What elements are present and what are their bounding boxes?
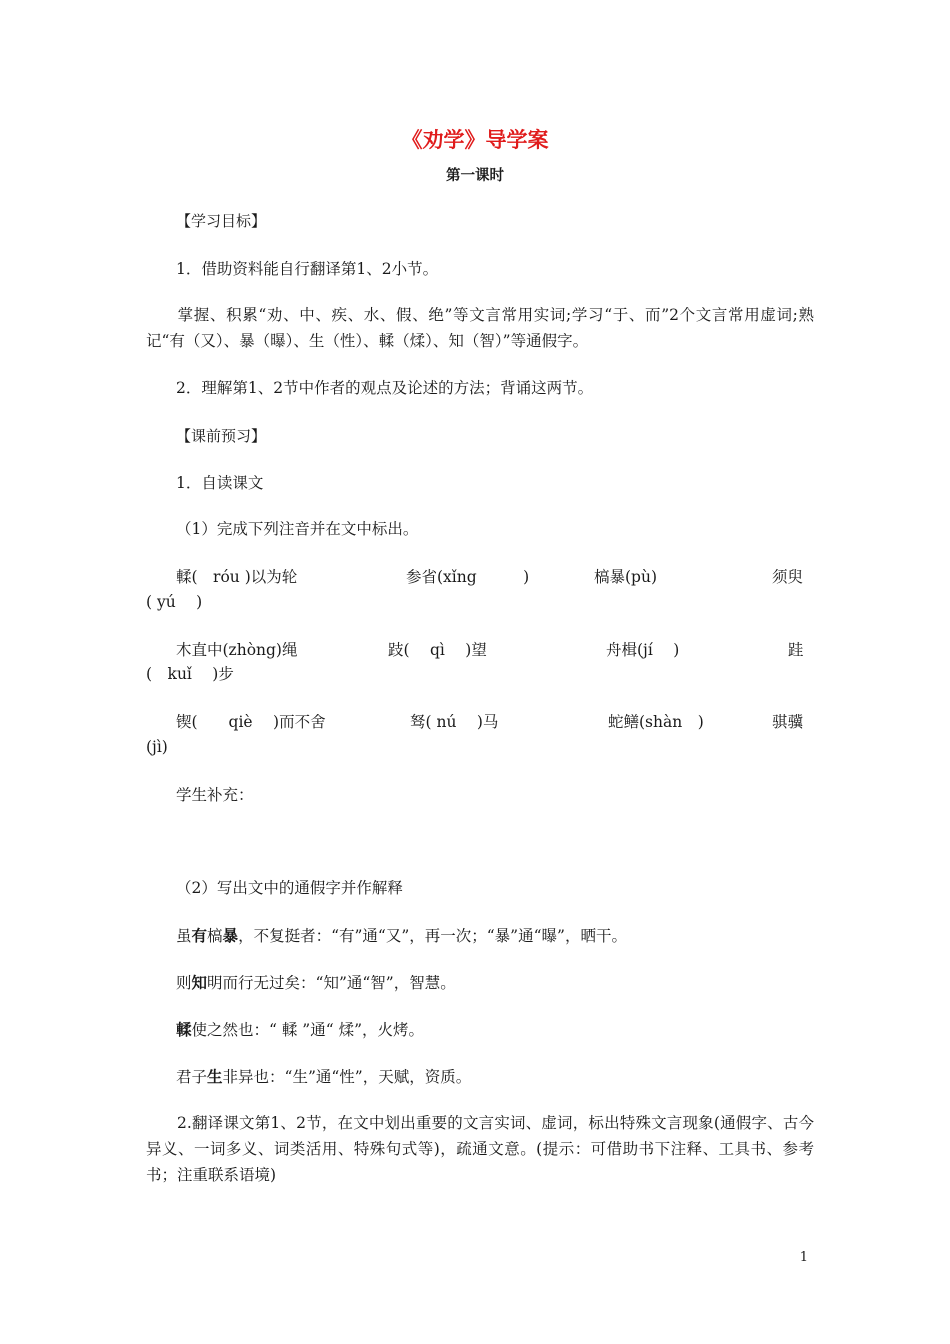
pinyin-item: 须臾: [772, 568, 804, 586]
pinyin-item: 参省(xǐng ): [406, 568, 530, 586]
page-number: 1: [799, 1250, 808, 1265]
preview-step-2: [146, 1110, 814, 1188]
pinyin-item: 木直中(zhòng)绳: [176, 641, 298, 659]
tongjia-item: 君子生非异也：“生”通“性”，天赋，资质。: [176, 1067, 472, 1086]
preview-sub-1: （1）完成下列注音并在文中标出。: [176, 520, 419, 538]
pinyin-item: 槁暴(pù): [594, 568, 657, 586]
objective-detail-text: 掌握、积累“劝、中、疾、水、假、绝”等文言常用实词;学习“于、而”2个文言常用虚词;熟记“有（又）、暴（曝）、生（性）、輮（煣）、知（智）”等通假字。: [146, 306, 814, 350]
pinyin-item: 跬: [788, 641, 804, 659]
objectives-heading: 【学习目标】: [176, 212, 267, 230]
pinyin-item: 舟楫(jí ): [606, 641, 680, 659]
document-subtitle: 第一课时: [446, 168, 504, 184]
pinyin-item: 驽( nú )马: [410, 713, 499, 731]
tongjia-item: 虽有槁暴，不复挺者：“有”通“又”，再一次；“暴”通“曝”，晒干。: [176, 926, 627, 945]
pinyin-item: (jì): [146, 738, 168, 756]
pinyin-item: 跂( qì )望: [388, 641, 487, 659]
pinyin-item: 锲( qiè )而不舍: [176, 713, 326, 731]
preview-sub-2: （2）写出文中的通假字并作解释: [176, 879, 403, 897]
pinyin-item: ( yú ): [146, 593, 203, 611]
preview-heading: 【课前预习】: [176, 427, 267, 445]
tongjia-item: 则知明而行无过矣：“知”通“智”，智慧。: [176, 973, 456, 992]
pinyin-item: 骐骥: [772, 713, 804, 731]
preview-step-2-text: 2.翻译课文第1、2节，在文中划出重要的文言实词、虚词，标出特殊文言现象(通假字、古今异义、一词多义、词类活用、特殊句式等)，疏通文意。(提示：可借助书下注释、工具书、参考书；注重联系语境): [146, 1114, 814, 1184]
objective-item-1: 1．借助资料能自行翻译第1、2小节。: [176, 260, 439, 278]
pinyin-item: ( kuǐ )步: [146, 665, 234, 683]
document-title: 《劝学》导学案: [401, 128, 549, 152]
pinyin-item: 輮( róu )以为轮: [176, 568, 298, 586]
tongjia-item: 輮使之然也：“ 輮 ”通“ 煣”，火烤。: [176, 1020, 424, 1039]
student-supplement-label: 学生补充：: [176, 786, 254, 804]
pinyin-item: 蛇鳝(shàn ): [608, 713, 704, 731]
preview-step-1: 1．自读课文: [176, 474, 264, 492]
objective-item-2: 2．理解第1、2节中作者的观点及论述的方法；背诵这两节。: [176, 379, 594, 397]
objective-item-1-detail: [146, 302, 814, 354]
